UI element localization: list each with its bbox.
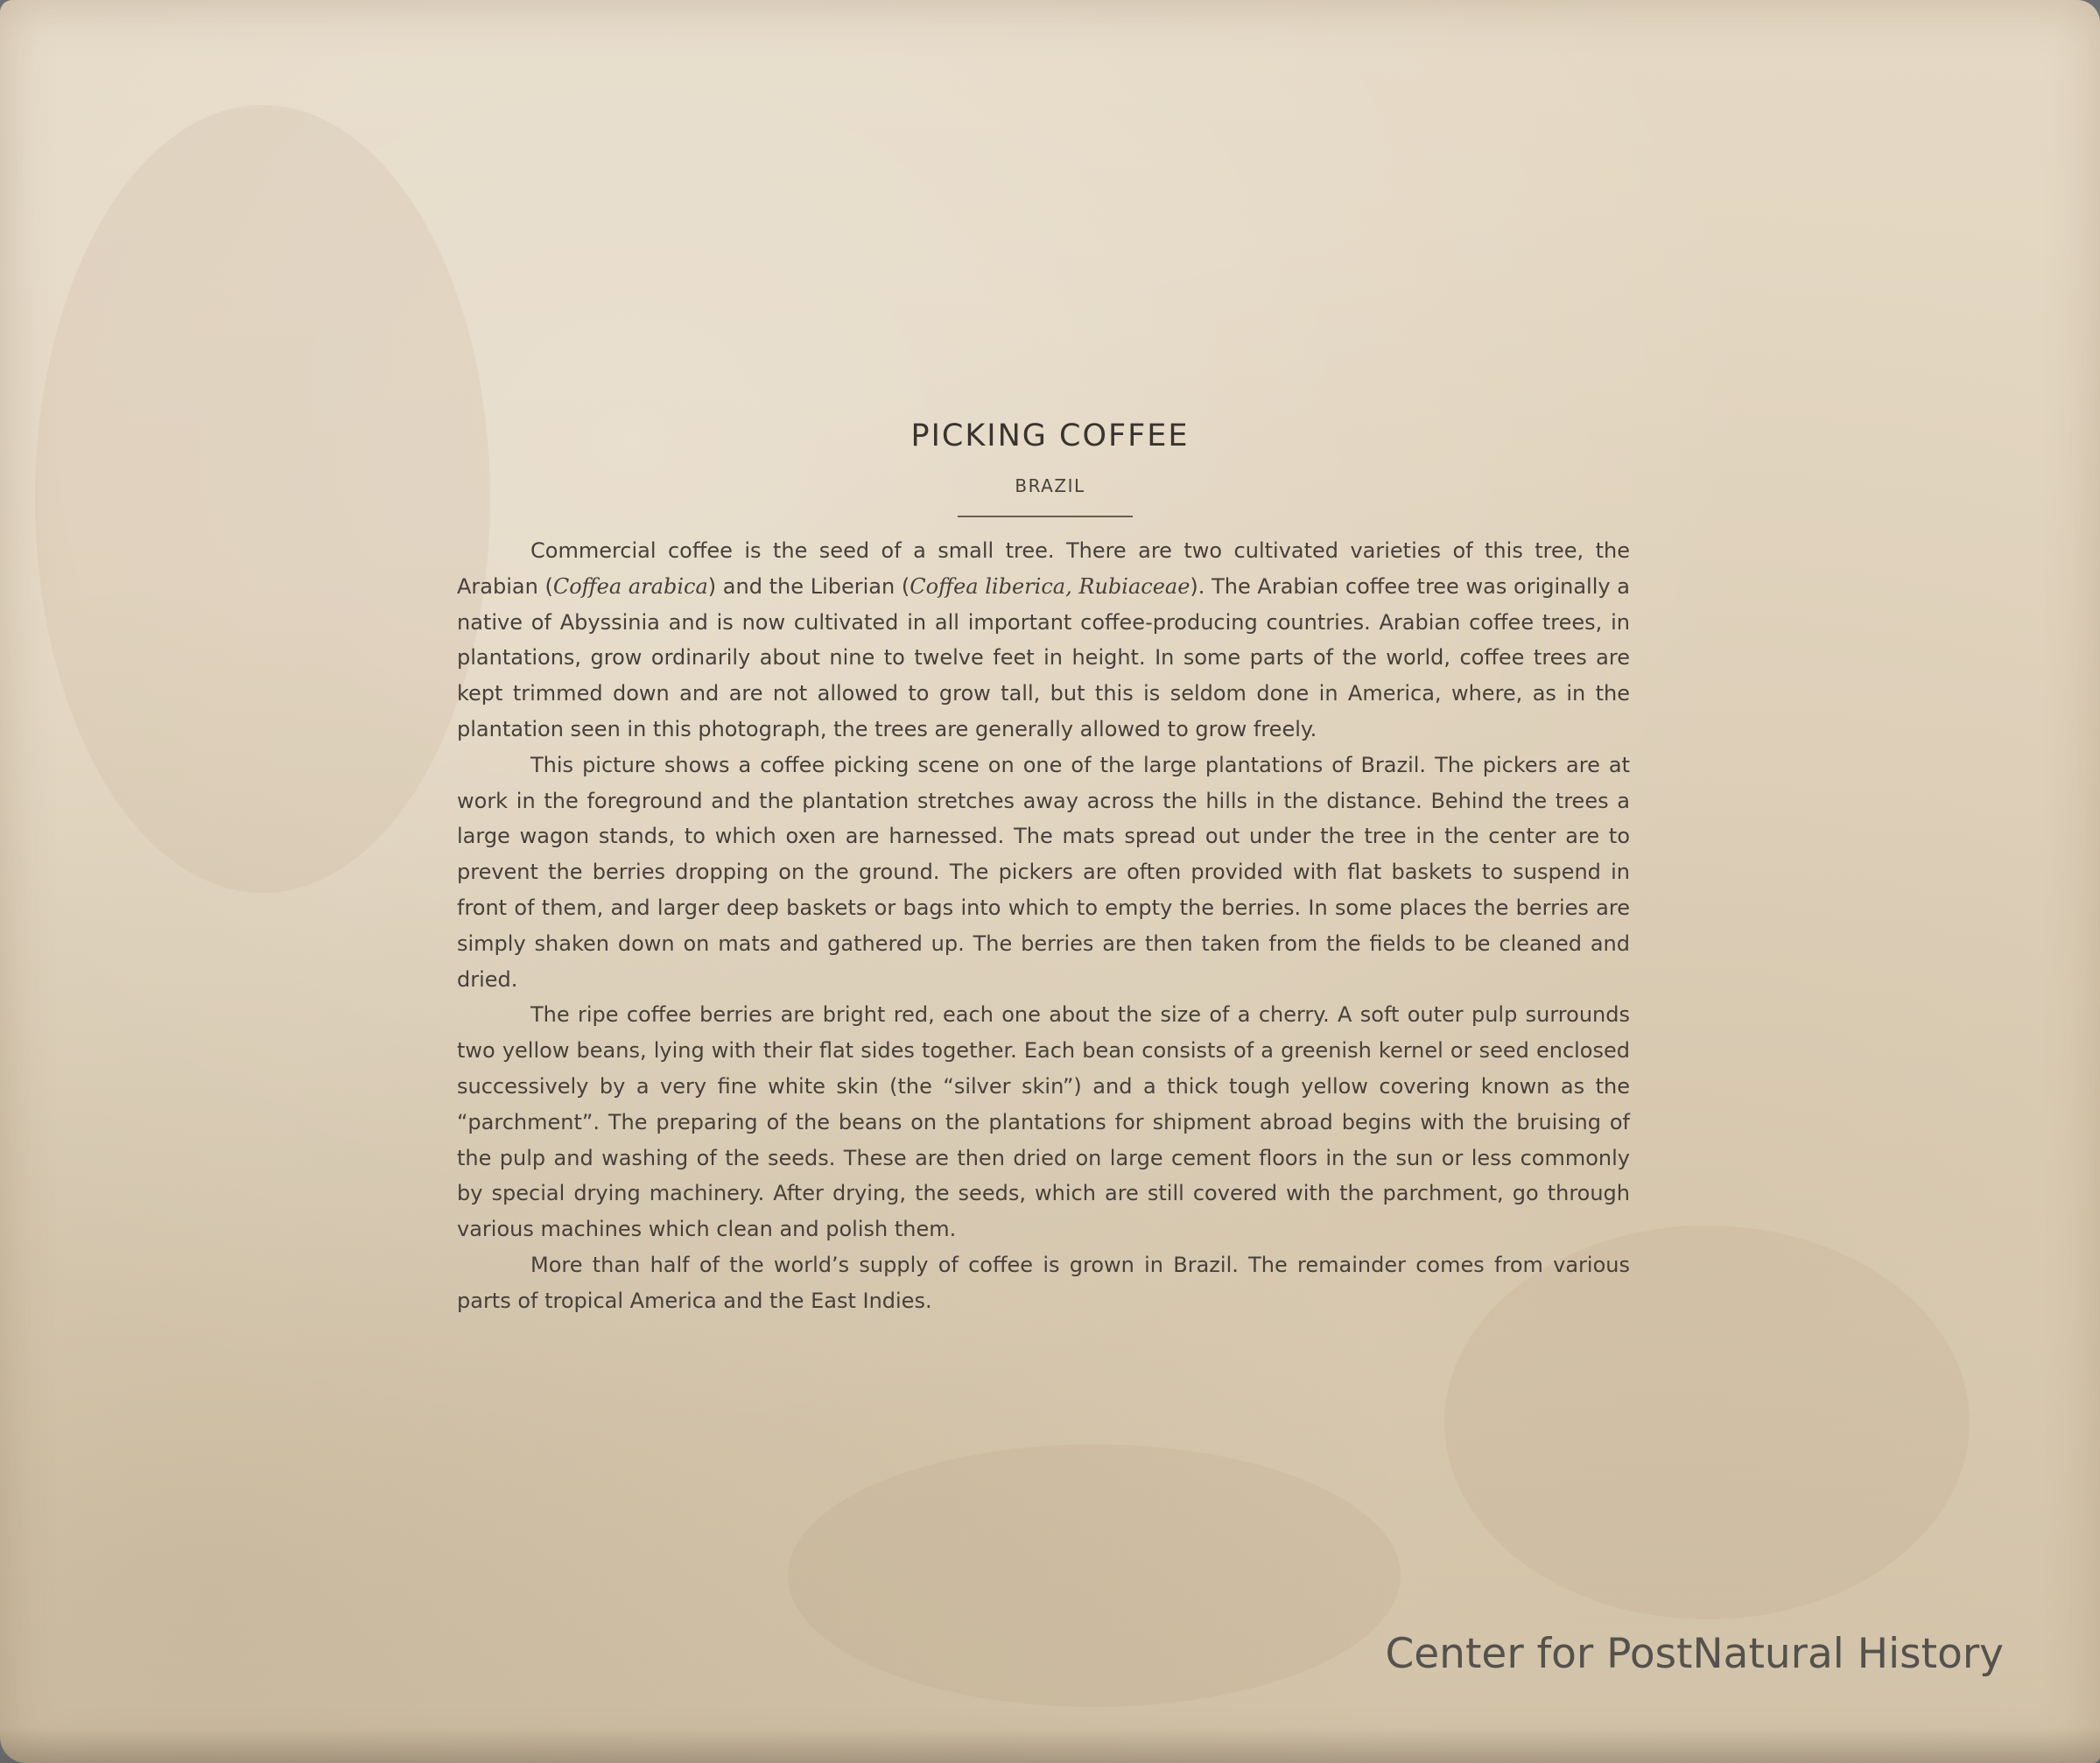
paragraph-text: This picture shows a coffee picking scene on one of the large plantations of Brazil. The pickers are at work in the foreground and the plantation stretches away across the hills in the distance. Behind the trees a large wagon stands, to which oxen are harnessed. The mats spread out under the tree in the center are to prevent the berries dropping on the ground. The pickers are often provided with flat baskets to suspend in front of them, and larger deep baskets or bags into which to empty the berries. In some places the berries are simply shaken down on mats and gathered up. The berries are then taken from the fields to be cleaned and dried. [457,752,1630,992]
body-text [457,533,1630,1319]
paragraph-text: ). The Arabian coffee tree was originally a native of Abyssinia and is now cultivated in all important coffee-producing countries. Arabian coffee trees, in plantations, grow ordinarily about nine to twelve feet in height. In some parts of the world, coffee trees are kept trimmed down and are not allowed to grow tall, but this is seldom done in America, where, as in the plantation seen in this photograph, the trees are generally allowed to grow freely. [457,573,1630,741]
paper-edge-shadow [0,1728,2100,1763]
scientific-name: Coffea arabica [552,573,708,599]
body-paragraph [457,748,1630,998]
body-paragraph [457,1247,1630,1319]
page-subtitle: BRAZIL [1015,475,1085,496]
body-paragraph [457,997,1630,1247]
paragraph-text: More than half of the world’s supply of coffee is grown in Brazil. The remainder comes from various parts of tropical America and the East Indies. [457,1252,1630,1313]
paragraph-text: Commercial coffee is the seed of a small tree. There are two cultivated varieties of this tree, the Arabian ( [457,538,1630,599]
body-paragraph [457,533,1630,748]
paper-stain [788,1444,1401,1707]
paragraph-text: The ripe coffee berries are bright red, each one about the size of a cherry. A soft outer pulp surrounds two yellow beans, lying with their flat sides together. Each bean consists of a greenish kernel or seed enclosed successively by a very fine white skin (the “silver skin”) and a thick tough yellow covering known as the “parchment”. The preparing of the beans on the plantations for shipment abroad begins with the bruising of the pulp and washing of the seeds. These are then dried on large cement floors in the sun or less commonly by special drying machinery. After drying, the seeds, which are still covered with the parchment, go through various machines which clean and polish them. [457,1002,1630,1242]
title-divider [958,516,1133,517]
page-title: PICKING COFFEE [910,418,1190,453]
paper-stain [35,105,490,893]
scientific-name: Coffea liberica, Rubiaceae [910,573,1190,599]
watermark: Center for PostNatural History [1385,1630,2004,1678]
paragraph-text: ) and the Liberian ( [707,573,910,599]
